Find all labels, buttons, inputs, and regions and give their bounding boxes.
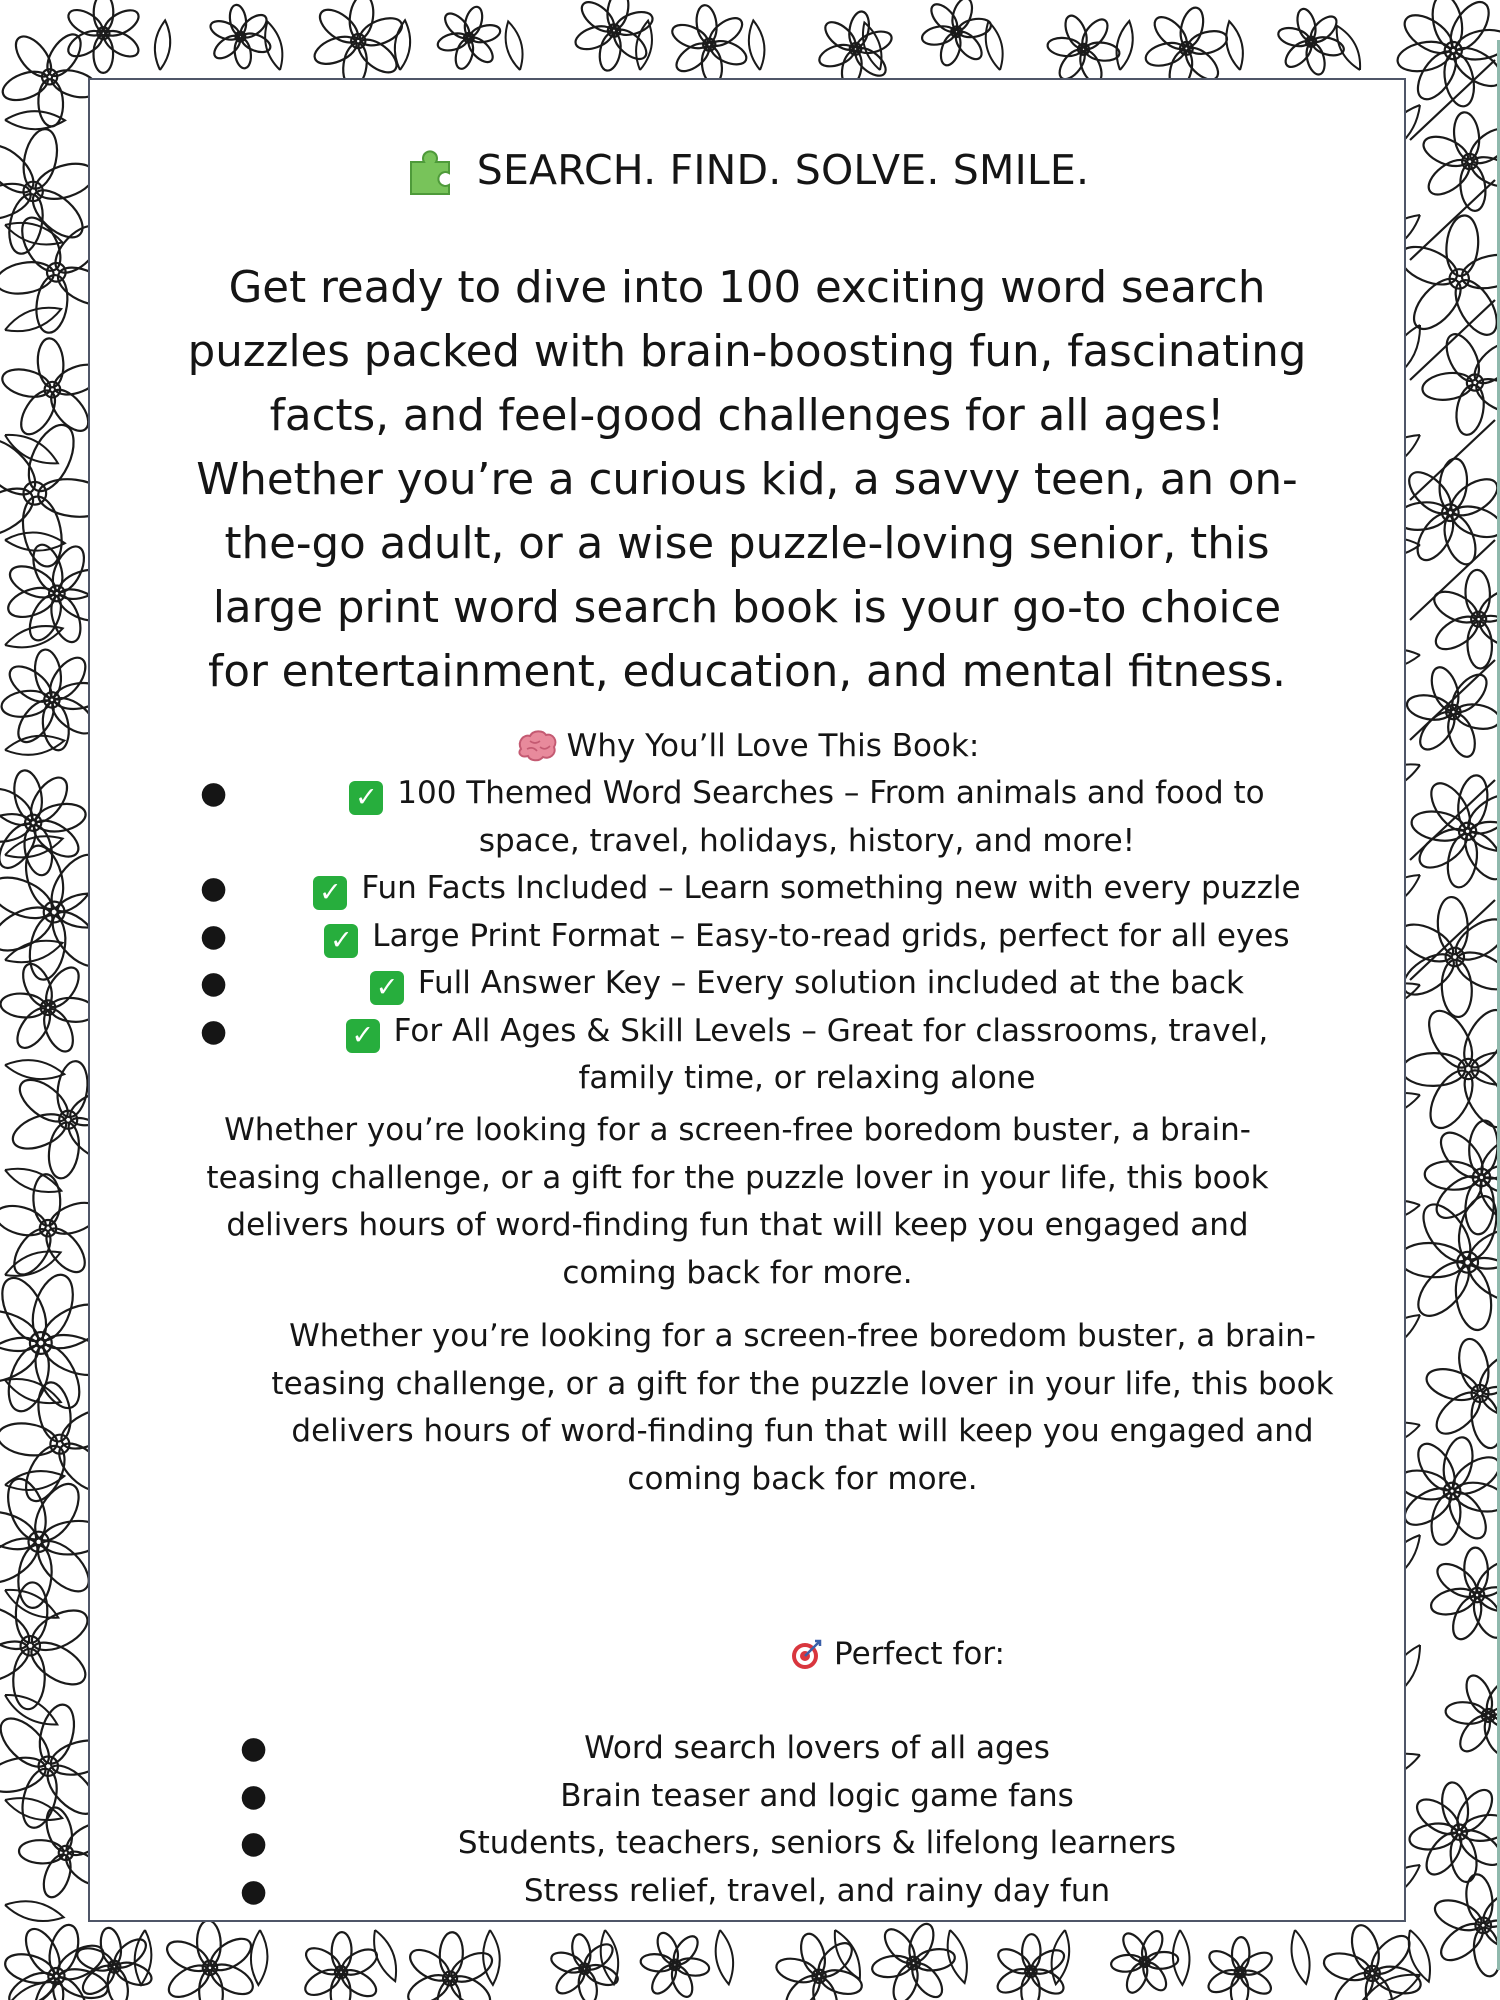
paragraph-line: delivers hours of word-finding fun that will keep you engaged and: [291, 1413, 1314, 1449]
list-item: [90, 1773, 1404, 1821]
intro-line: Whether you’re a curious kid, a savvy teen, an on-: [196, 455, 1298, 505]
item-text: Large Print Format – Easy-to-read grids, perfect for all eyes: [372, 917, 1290, 954]
heading-text: SEARCH. FIND. SOLVE. SMILE.: [476, 146, 1090, 194]
paragraph-line: Whether you’re looking for a screen-free boredom buster, a brain-: [224, 1112, 1251, 1148]
check-icon: ✓: [370, 971, 404, 1005]
bullet: ●: [240, 1825, 268, 1861]
item-text: Brain teaser and logic game fans: [560, 1777, 1074, 1814]
bullet: ●: [240, 1730, 268, 1766]
why-heading: [90, 722, 1404, 770]
item-text: family time, or relaxing alone: [578, 1060, 1036, 1096]
page-heading: [90, 135, 1404, 205]
check-icon: ✓: [324, 924, 358, 958]
paragraph-line: coming back for more.: [562, 1254, 913, 1291]
item-text: space, travel, holidays, history, and more!: [478, 822, 1136, 859]
list-item: [90, 1820, 1404, 1868]
bullet: ●: [200, 1012, 228, 1049]
list-item: [90, 913, 1404, 961]
item-text: Full Answer Key – Every solution included at the back: [417, 965, 1244, 1001]
item-text: Students, teachers, seniors & lifelong learners: [457, 1825, 1177, 1861]
bullet: ●: [240, 1872, 268, 1909]
list-item: [90, 865, 1404, 913]
brain-icon: [515, 729, 559, 763]
perfect-for-list: [90, 1725, 1404, 1915]
item-text: 100 Themed Word Searches – From animals and food to: [397, 775, 1265, 811]
item-text: Fun Facts Included – Learn something new with every puzzle: [361, 870, 1301, 906]
item-text: For All Ages & Skill Levels – Great for classrooms, travel,: [393, 1012, 1269, 1049]
list-item: [90, 770, 1404, 865]
bullet: ●: [240, 1777, 268, 1814]
why-title-text: Why You’ll Love This Book:: [566, 728, 980, 764]
list-item: [90, 960, 1404, 1008]
bullseye-icon: [790, 1637, 824, 1671]
intro-line: for entertainment, education, and mental fitness.: [208, 647, 1286, 697]
intro-line: the-go adult, or a wise puzzle-loving senior, this: [224, 519, 1270, 569]
paragraph-line: delivers hours of word-finding fun that will keep you engaged and: [226, 1207, 1249, 1243]
check-icon: ✓: [346, 1019, 380, 1053]
item-text: Word search lovers of all ages: [584, 1730, 1050, 1766]
paragraph-line: teasing challenge, or a gift for the puzzle lover in your life, this book: [206, 1159, 1269, 1196]
bullet: ●: [200, 775, 228, 811]
bullet: ●: [200, 870, 228, 906]
paragraph-line: teasing challenge, or a gift for the puzzle lover in your life, this book: [271, 1365, 1334, 1402]
intro-line: puzzles packed with brain-boosting fun, fascinating: [187, 327, 1307, 377]
perfect-for-heading: [790, 1630, 1005, 1678]
body-paragraph: [170, 1107, 1305, 1297]
list-item: [90, 1008, 1404, 1103]
bullet: ●: [200, 965, 228, 1001]
intro-line: large print word search book is your go-to choice: [212, 583, 1282, 633]
why-list: [90, 770, 1404, 1103]
intro-line: Get ready to dive into 100 exciting word search: [228, 263, 1266, 313]
check-icon: ✓: [349, 781, 383, 815]
intro-line: facts, and feel-good challenges for all ages!: [269, 391, 1225, 441]
item-text: Stress relief, travel, and rainy day fun: [523, 1872, 1111, 1909]
bullet: ●: [200, 917, 228, 954]
perfect-title-text: Perfect for:: [834, 1636, 1005, 1672]
intro-paragraph: [90, 256, 1404, 704]
paragraph-line: coming back for more.: [627, 1460, 978, 1497]
list-item: [90, 1868, 1404, 1916]
check-icon: ✓: [313, 876, 347, 910]
paragraph-line: Whether you’re looking for a screen-free boredom buster, a brain-: [289, 1318, 1316, 1354]
puzzle-piece-icon: [405, 142, 461, 198]
body-paragraph: [215, 1313, 1390, 1503]
description-panel: [88, 78, 1406, 1922]
list-item: [90, 1725, 1404, 1773]
